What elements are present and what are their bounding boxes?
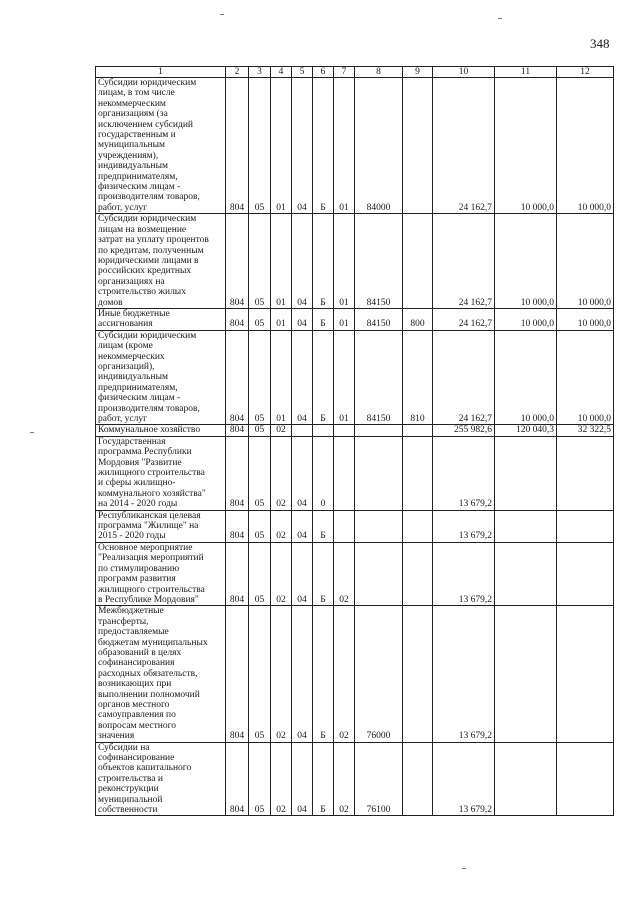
- column-header: 5: [292, 67, 313, 78]
- target-code-3: [334, 425, 355, 436]
- target-code-3: 01: [334, 78, 355, 214]
- column-header: 6: [313, 67, 334, 78]
- target-code-2: [313, 425, 334, 436]
- target-code-3: 02: [334, 742, 355, 816]
- amount-year-3: [557, 436, 614, 510]
- amount-year-1: 13 679,2: [433, 606, 495, 742]
- ved-code: 804: [226, 330, 249, 425]
- ved-code: 804: [226, 542, 249, 605]
- target-code-4: [355, 436, 403, 510]
- expense-type-code: 810: [403, 330, 433, 425]
- target-code-4: 84150: [355, 214, 403, 309]
- scan-mark: [498, 18, 502, 19]
- ved-code: 804: [226, 510, 249, 542]
- table-row: [96, 436, 614, 510]
- table-row: [96, 78, 614, 214]
- column-header: 9: [403, 67, 433, 78]
- amount-year-1: 13 679,2: [433, 510, 495, 542]
- ved-code: 804: [226, 606, 249, 742]
- target-code-3: 02: [334, 606, 355, 742]
- amount-year-1: 255 982,6: [433, 425, 495, 436]
- subsection-code: 02: [271, 742, 292, 816]
- amount-year-3: 10 000,0: [557, 308, 614, 330]
- scan-mark: [220, 14, 224, 15]
- table-header-row: [96, 67, 614, 78]
- row-name: Иные бюджетные ассигнования: [96, 308, 226, 330]
- target-code-1: 04: [292, 542, 313, 605]
- ved-code: 804: [226, 214, 249, 309]
- ved-code: 804: [226, 425, 249, 436]
- target-code-1: [292, 425, 313, 436]
- ved-code: 804: [226, 436, 249, 510]
- target-code-1: 04: [292, 742, 313, 816]
- column-header: 1: [96, 67, 226, 78]
- section-code: 05: [249, 330, 271, 425]
- amount-year-3: [557, 542, 614, 605]
- table-row: [96, 425, 614, 436]
- section-code: 05: [249, 78, 271, 214]
- ved-code: 804: [226, 742, 249, 816]
- subsection-code: 02: [271, 510, 292, 542]
- row-name: Коммунальное хозяйство: [96, 425, 226, 436]
- subsection-code: 02: [271, 425, 292, 436]
- amount-year-2: [495, 606, 557, 742]
- section-code: 05: [249, 542, 271, 605]
- column-header: 7: [334, 67, 355, 78]
- target-code-4: 84150: [355, 330, 403, 425]
- amount-year-1: 13 679,2: [433, 542, 495, 605]
- expense-type-code: 800: [403, 308, 433, 330]
- target-code-3: 01: [334, 308, 355, 330]
- target-code-2: Б: [313, 308, 334, 330]
- column-header: 2: [226, 67, 249, 78]
- target-code-2: Б: [313, 510, 334, 542]
- row-name: Межбюджетные трансферты, предоставляемые бюджетам муниципальных образований в целях софинансирования расходных обязательств, возникающих при выполнении полномочий органов местного самоуправления по вопросам местного значения: [96, 606, 226, 742]
- scan-mark: [30, 432, 34, 433]
- target-code-4: [355, 510, 403, 542]
- table-row: [96, 308, 614, 330]
- amount-year-3: 10 000,0: [557, 214, 614, 309]
- target-code-3: 01: [334, 214, 355, 309]
- amount-year-3: 10 000,0: [557, 78, 614, 214]
- section-code: 05: [249, 308, 271, 330]
- amount-year-1: 24 162,7: [433, 330, 495, 425]
- row-name: Субсидии на софинансирование объектов капитального строительства и реконструкции муниципальной собственности: [96, 742, 226, 816]
- target-code-1: 04: [292, 436, 313, 510]
- target-code-3: [334, 436, 355, 510]
- subsection-code: 01: [271, 78, 292, 214]
- amount-year-1: 24 162,7: [433, 308, 495, 330]
- section-code: 05: [249, 425, 271, 436]
- target-code-4: [355, 425, 403, 436]
- row-name: Субсидии юридическим лицам (кроме некоммерческих организаций), индивидуальным предпринимателям, физическим лицам - производителям товаров, работ, услуг: [96, 330, 226, 425]
- target-code-3: 02: [334, 542, 355, 605]
- target-code-1: 04: [292, 308, 313, 330]
- subsection-code: 01: [271, 308, 292, 330]
- ved-code: 804: [226, 78, 249, 214]
- amount-year-3: 32 322,5: [557, 425, 614, 436]
- amount-year-1: 24 162,7: [433, 78, 495, 214]
- amount-year-2: [495, 542, 557, 605]
- section-code: 05: [249, 214, 271, 309]
- target-code-3: 01: [334, 330, 355, 425]
- amount-year-1: 13 679,2: [433, 436, 495, 510]
- amount-year-2: 120 040,3: [495, 425, 557, 436]
- budget-table: [95, 66, 614, 816]
- amount-year-3: 10 000,0: [557, 330, 614, 425]
- target-code-2: Б: [313, 330, 334, 425]
- section-code: 05: [249, 606, 271, 742]
- column-header: 11: [495, 67, 557, 78]
- row-name: Субсидии юридическим лицам на возмещение затрат на уплату процентов по кредитам, полученным юридическими лицами в российских кредитных организациях на строительство жилых домов: [96, 214, 226, 309]
- column-header: 10: [433, 67, 495, 78]
- subsection-code: 01: [271, 330, 292, 425]
- subsection-code: 01: [271, 214, 292, 309]
- column-header: 12: [557, 67, 614, 78]
- target-code-2: Б: [313, 606, 334, 742]
- table-row: [96, 542, 614, 605]
- amount-year-3: [557, 742, 614, 816]
- expense-type-code: [403, 214, 433, 309]
- amount-year-2: [495, 742, 557, 816]
- scan-mark: [462, 868, 466, 869]
- target-code-2: 0: [313, 436, 334, 510]
- subsection-code: 02: [271, 542, 292, 605]
- target-code-2: Б: [313, 214, 334, 309]
- subsection-code: 02: [271, 436, 292, 510]
- target-code-4: 76000: [355, 606, 403, 742]
- amount-year-2: 10 000,0: [495, 78, 557, 214]
- table-row: [96, 330, 614, 425]
- section-code: 05: [249, 436, 271, 510]
- column-header: 3: [249, 67, 271, 78]
- expense-type-code: [403, 425, 433, 436]
- target-code-4: 84150: [355, 308, 403, 330]
- target-code-2: Б: [313, 542, 334, 605]
- amount-year-2: [495, 436, 557, 510]
- target-code-2: Б: [313, 742, 334, 816]
- amount-year-3: [557, 606, 614, 742]
- table-row: [96, 742, 614, 816]
- amount-year-1: 13 679,2: [433, 742, 495, 816]
- expense-type-code: [403, 742, 433, 816]
- target-code-1: 04: [292, 214, 313, 309]
- target-code-1: 04: [292, 78, 313, 214]
- target-code-2: Б: [313, 78, 334, 214]
- section-code: 05: [249, 742, 271, 816]
- table-row: [96, 606, 614, 742]
- table-row: [96, 510, 614, 542]
- table-row: [96, 214, 614, 309]
- row-name: Государственная программа Республики Мордовия "Развитие жилищного строительства и сферы жилищно- коммунального хозяйства" на 2014 - 2020 годы: [96, 436, 226, 510]
- target-code-4: [355, 542, 403, 605]
- amount-year-2: 10 000,0: [495, 330, 557, 425]
- row-name: Субсидии юридическим лицам, в том числе некоммерческим организациям (за исключением субсидий государственным и муниципальным учреждениям), индивидуальным предпринимателям, физическим лицам - производителям товаров, работ, услуг: [96, 78, 226, 214]
- target-code-3: [334, 510, 355, 542]
- page-number: 348: [590, 36, 610, 51]
- ved-code: 804: [226, 308, 249, 330]
- expense-type-code: [403, 542, 433, 605]
- amount-year-3: [557, 510, 614, 542]
- amount-year-2: [495, 510, 557, 542]
- amount-year-2: 10 000,0: [495, 214, 557, 309]
- target-code-4: 76100: [355, 742, 403, 816]
- amount-year-2: 10 000,0: [495, 308, 557, 330]
- row-name: Основное мероприятие "Реализация мероприятий по стимулированию программ развития жилищного строительства в Республике Мордовия": [96, 542, 226, 605]
- subsection-code: 02: [271, 606, 292, 742]
- expense-type-code: [403, 606, 433, 742]
- column-header: 4: [271, 67, 292, 78]
- amount-year-1: 24 162,7: [433, 214, 495, 309]
- target-code-1: 04: [292, 330, 313, 425]
- section-code: 05: [249, 510, 271, 542]
- expense-type-code: [403, 78, 433, 214]
- column-header: 8: [355, 67, 403, 78]
- target-code-4: 84000: [355, 78, 403, 214]
- expense-type-code: [403, 510, 433, 542]
- target-code-1: 04: [292, 606, 313, 742]
- row-name: Республиканская целевая программа "Жилище" на 2015 - 2020 годы: [96, 510, 226, 542]
- expense-type-code: [403, 436, 433, 510]
- target-code-1: 04: [292, 510, 313, 542]
